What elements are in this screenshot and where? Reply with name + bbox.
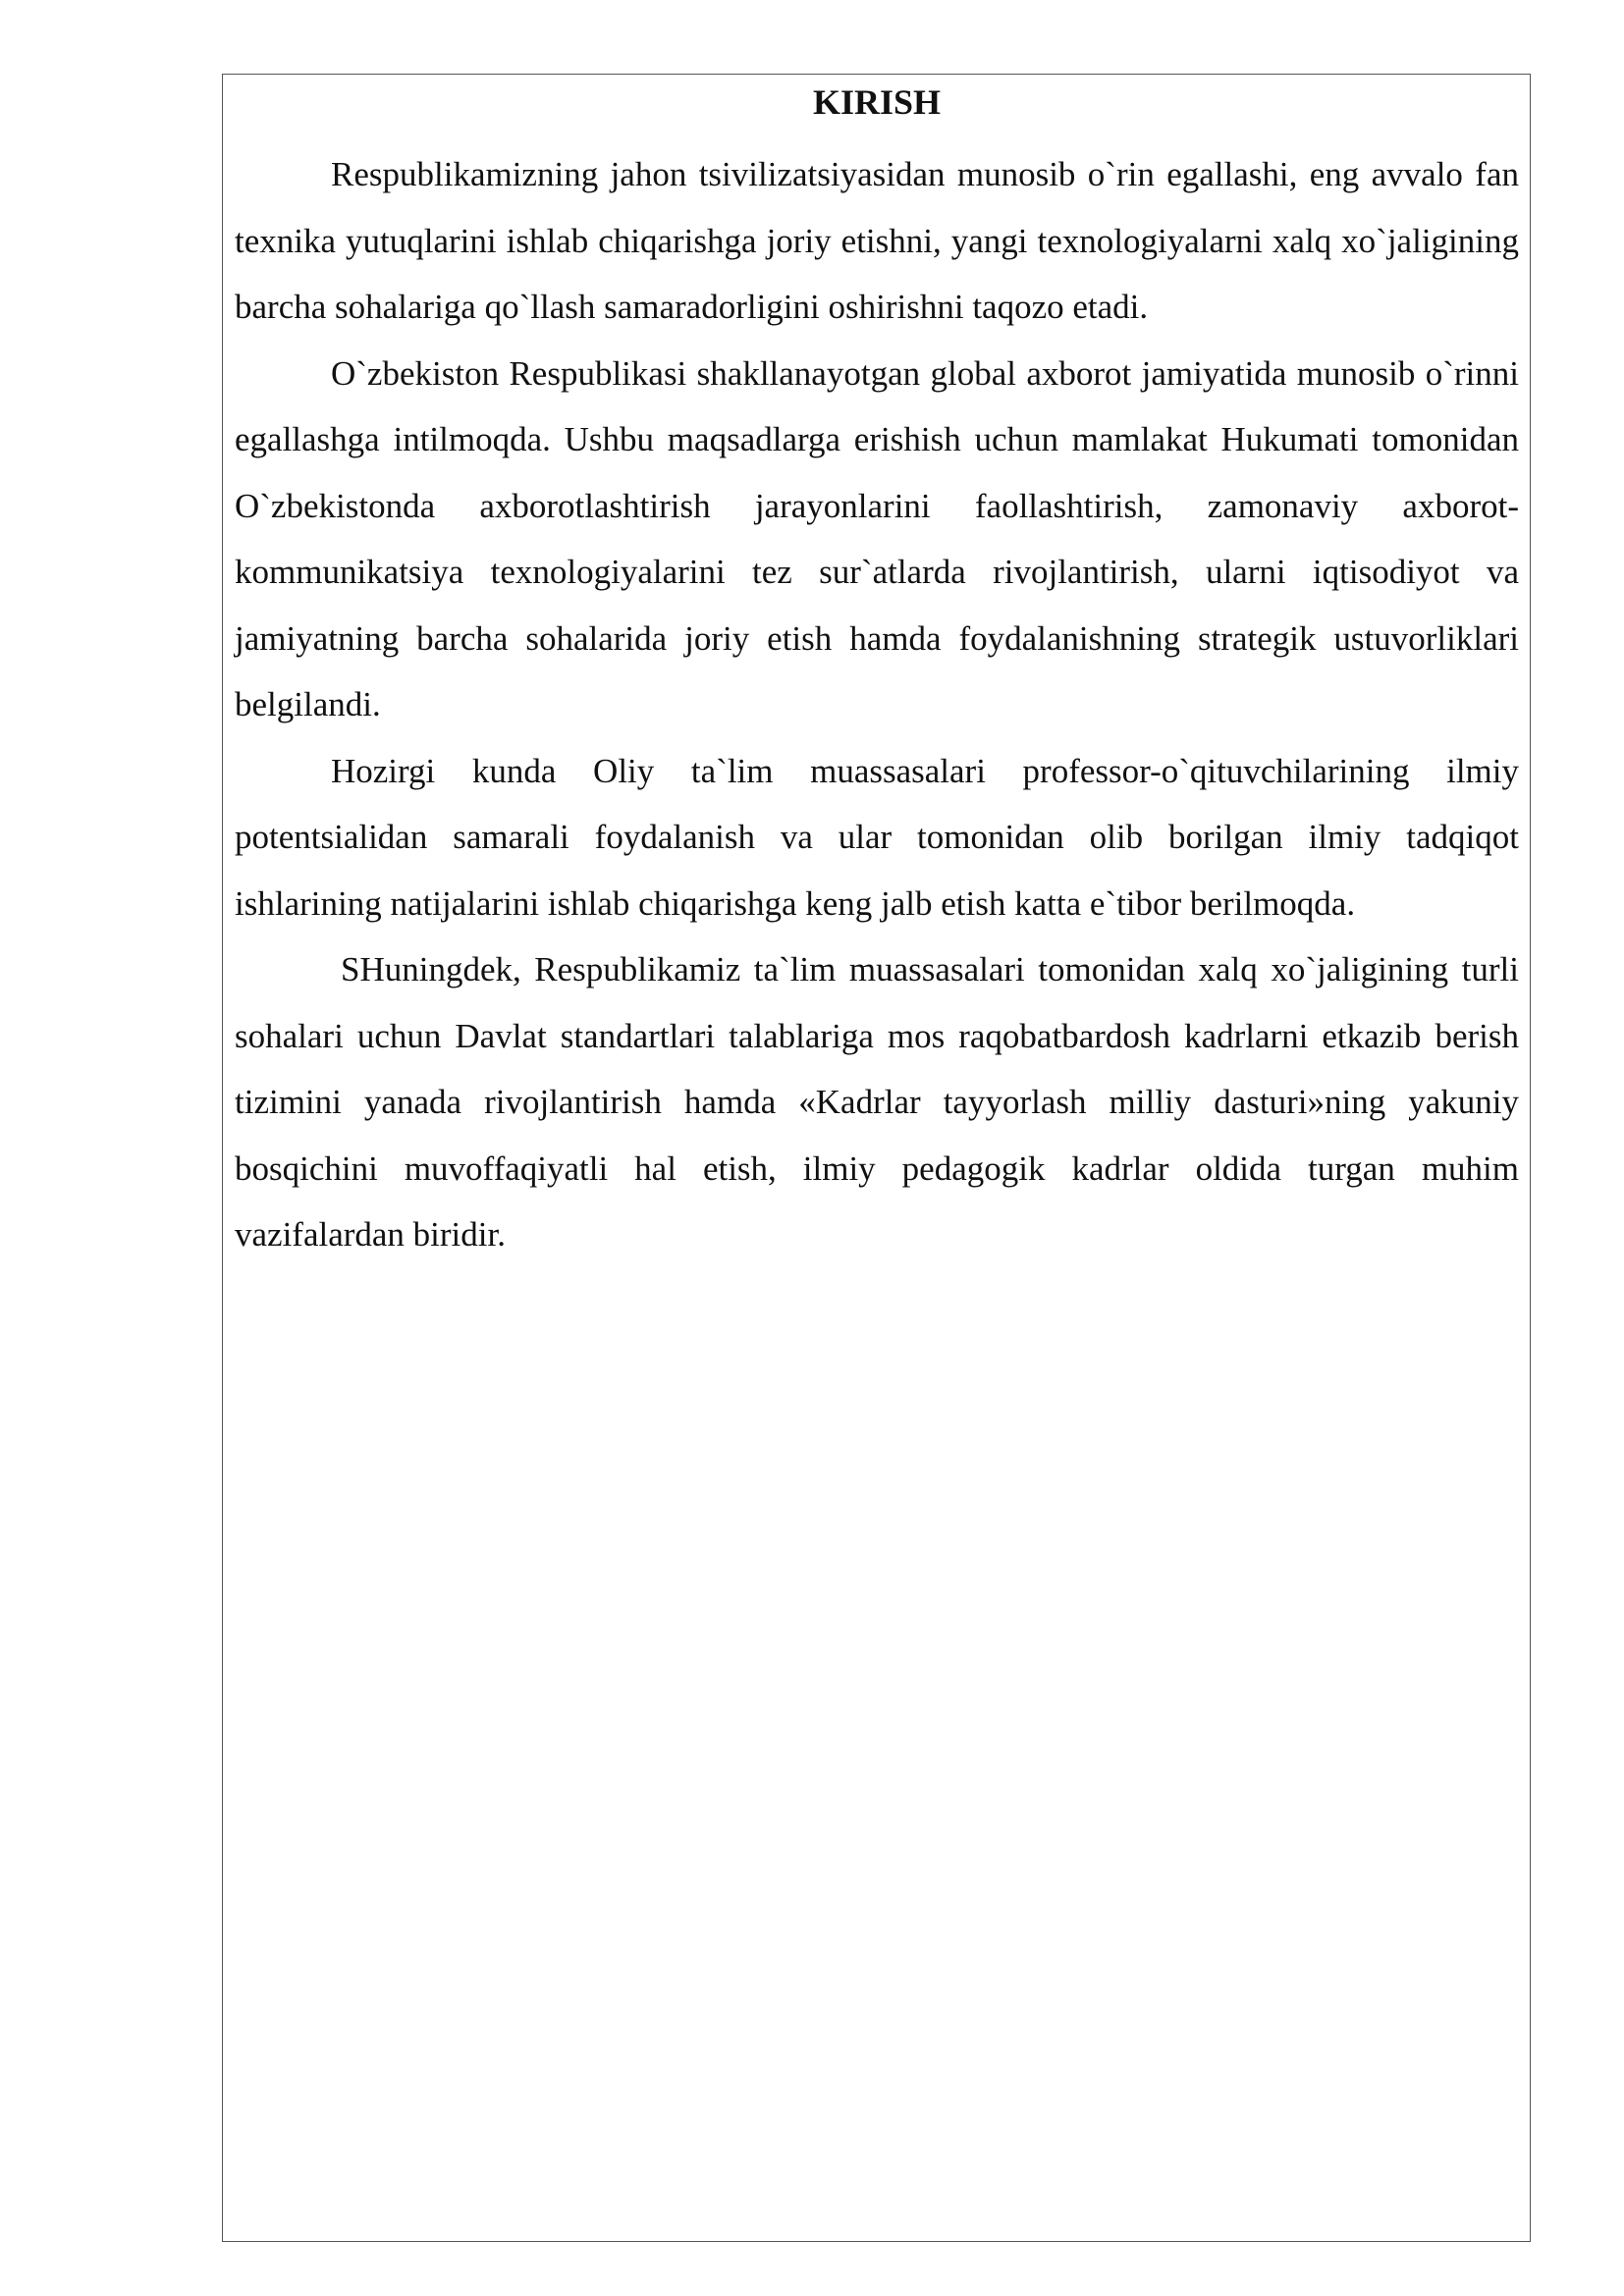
document-title: KIRISH xyxy=(812,82,942,122)
document-body xyxy=(235,77,1519,1268)
paragraph-2: O`zbekiston Respublikasi shakllanayotgan global axborot jamiyatida munosib o`rinni egallashga intilmoqda. Ushbu maqsadlarga erishish uchun mamlakat Hukumati tomonidan O`zbekistonda axborotlashtirish jarayonlarini faollashtirish, zamonaviy axborot-kommunikatsiya texnologiyalarini tez sur`atlarda rivojlantirish, ularni iqtisodiyot va jamiyatning barcha sohalarida joriy etish hamda foydalanishning strategik ustuvorliklari belgilandi. xyxy=(235,353,1519,723)
paragraph-3: Hozirgi kunda Oliy ta`lim muassasalari professor-o`qituvchilarining ilmiy potentsialidan samarali foydalanish va ular tomonidan olib borilgan ilmiy tadqiqot ishlarining natijalarini ishlab chiqarishga keng jalb etish katta e`tibor berilmoqda. xyxy=(235,751,1519,923)
paragraph-1: Respublikamizning jahon tsivilizatsiyasidan munosib o`rin egallashi, eng avvalo fan texnika yutuqlarini ishlab chiqarishga joriy etishni, yangi texnologiyalarni xalq xo`jaligining barcha sohalariga qo`llash samaradorligini oshirishni taqozo etadi. xyxy=(235,155,1519,326)
paragraph-4: SHuningdek, Respublikamiz ta`lim muassasalari tomonidan xalq xo`jaligining turli sohalari uchun Davlat standartlari talablariga mos raqobatbardosh kadrlarni etkazib berish tizimini yanada rivojlantirish hamda «Kadrlar tayyorlash milliy dasturi»ning yakuniy bosqichini muvoffaqiyatli hal etish, ilmiy pedagogik kadrlar oldida turgan muhim vazifalardan biridir. xyxy=(235,950,1519,1254)
